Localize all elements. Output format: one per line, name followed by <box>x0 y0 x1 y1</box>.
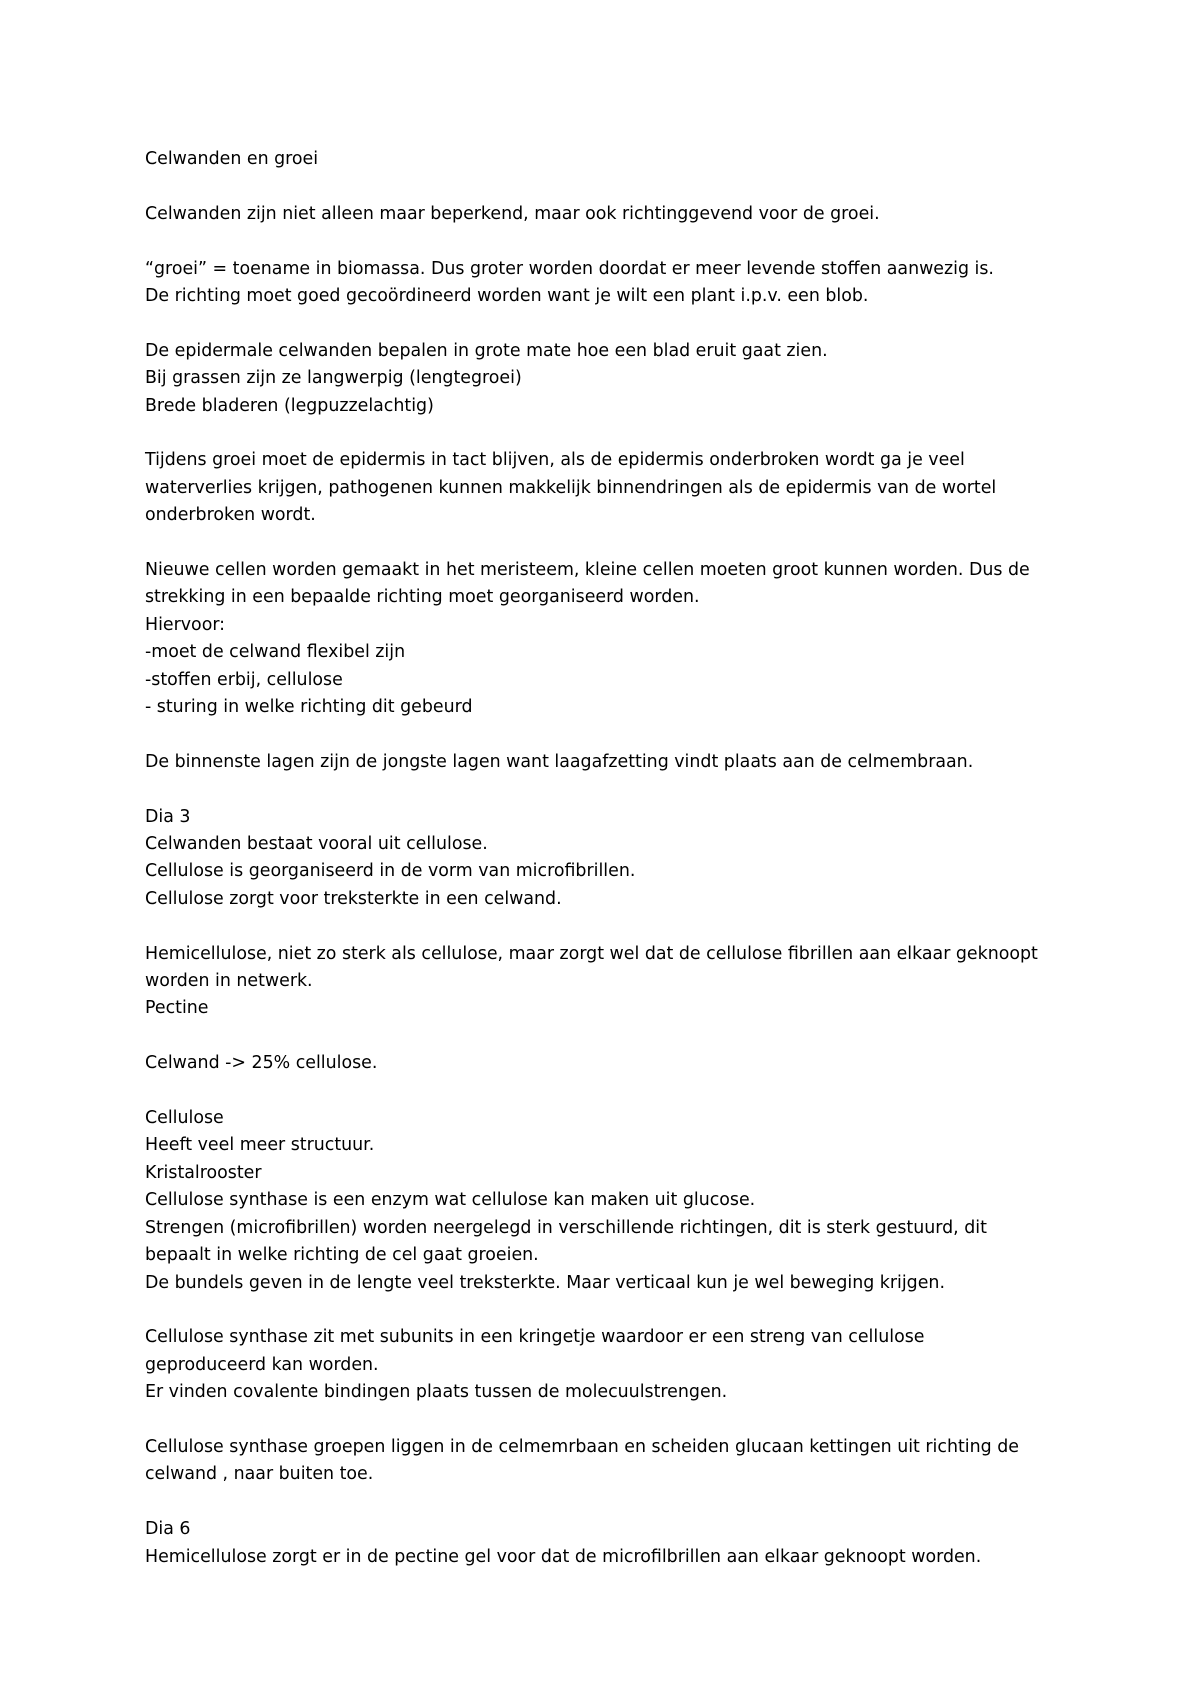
text-line: Hemicellulose zorgt er in de pectine gel voor dat de microfilbrillen aan elkaar geknoopt worden. <box>145 1546 982 1567</box>
text-line: Cellulose synthase is een enzym wat cellulose kan maken uit glucose. <box>145 1190 756 1211</box>
text-line: Celwand -> 25% cellulose. <box>145 1053 378 1074</box>
document-page <box>145 146 1080 1571</box>
text-line: Heeft veel meer structuur. <box>145 1135 375 1156</box>
text-line: De richting moet goed gecoördineerd worden want je wilt een plant i.p.v. een blob. <box>145 286 869 306</box>
text-line: geproduceerd kan worden. <box>145 1354 379 1375</box>
list-item: -stoffen erbij, cellulose <box>145 669 343 690</box>
text-line: Nieuwe cellen worden gemaakt in het meristeem, kleine cellen moeten groot kunnen worden. Dus de <box>145 560 1030 581</box>
text-line: Cellulose synthase groepen liggen in de celmemrbaan en scheiden glucaan kettingen uit richting de <box>145 1436 1019 1457</box>
text-line: celwand , naar buiten toe. <box>145 1464 374 1485</box>
section-heading-cellulose: Cellulose <box>145 1108 224 1129</box>
text-line: Celwanden zijn niet alleen maar beperkend, maar ook richtinggevend voor de groei. <box>145 203 880 224</box>
document-title: Celwanden en groei <box>145 149 319 169</box>
text-line: Hemicellulose, niet zo sterk als cellulose, maar zorgt wel dat de cellulose fibrillen aan elkaar geknoopt <box>145 943 1038 964</box>
section-heading-dia-6: Dia 6 <box>145 1519 191 1540</box>
text-line: Tijdens groei moet de epidermis in tact blijven, als de epidermis onderbroken wordt ga je veel <box>145 450 965 471</box>
text-line: Celwanden bestaat vooral uit cellulose. <box>145 834 488 855</box>
text-line: De epidermale celwanden bepalen in grote mate hoe een blad eruit gaat zien. <box>145 340 828 361</box>
text-line: waterverlies krijgen, pathogenen kunnen makkelijk binnendringen als de epidermis van de wortel <box>145 477 997 498</box>
text-line: Cellulose synthase zit met subunits in een kringetje waardoor er een streng van cellulose <box>145 1327 925 1348</box>
text-line: Cellulose is georganiseerd in de vorm van microfibrillen. <box>145 861 636 882</box>
text-line: onderbroken wordt. <box>145 505 316 526</box>
text-line: Er vinden covalente bindingen plaats tussen de molecuulstrengen. <box>145 1382 728 1403</box>
text-line: strekking in een bepaalde richting moet georganiseerd worden. <box>145 587 700 608</box>
text-line: Pectine <box>145 998 209 1019</box>
text-line: De binnenste lagen zijn de jongste lagen want laagafzetting vindt plaats aan de celmembraan. <box>145 751 974 772</box>
text-line: Brede bladeren (legpuzzelachtig) <box>145 395 434 416</box>
text-line: Hiervoor: <box>145 614 226 635</box>
text-line: “groei” = toename in biomassa. Dus groter worden doordat er meer levende stoffen aanwezig is. <box>145 258 994 279</box>
text-line: bepaalt in welke richting de cel gaat groeien. <box>145 1245 539 1266</box>
section-heading-dia-3: Dia 3 <box>145 806 191 827</box>
text-line: Bij grassen zijn ze langwerpig (lengtegroei) <box>145 368 522 389</box>
text-line: De bundels geven in de lengte veel treksterkte. Maar verticaal kun je wel beweging krijgen. <box>145 1272 945 1293</box>
text-line: Kristalrooster <box>145 1162 262 1183</box>
text-line: Strengen (microfibrillen) worden neergelegd in verschillende richtingen, dit is sterk gestuurd, dit <box>145 1217 987 1238</box>
text-line: Cellulose zorgt voor treksterkte in een celwand. <box>145 888 562 909</box>
list-item: - sturing in welke richting dit gebeurd <box>145 697 473 718</box>
text-line: worden in netwerk. <box>145 971 313 992</box>
list-item: -moet de celwand flexibel zijn <box>145 642 406 663</box>
